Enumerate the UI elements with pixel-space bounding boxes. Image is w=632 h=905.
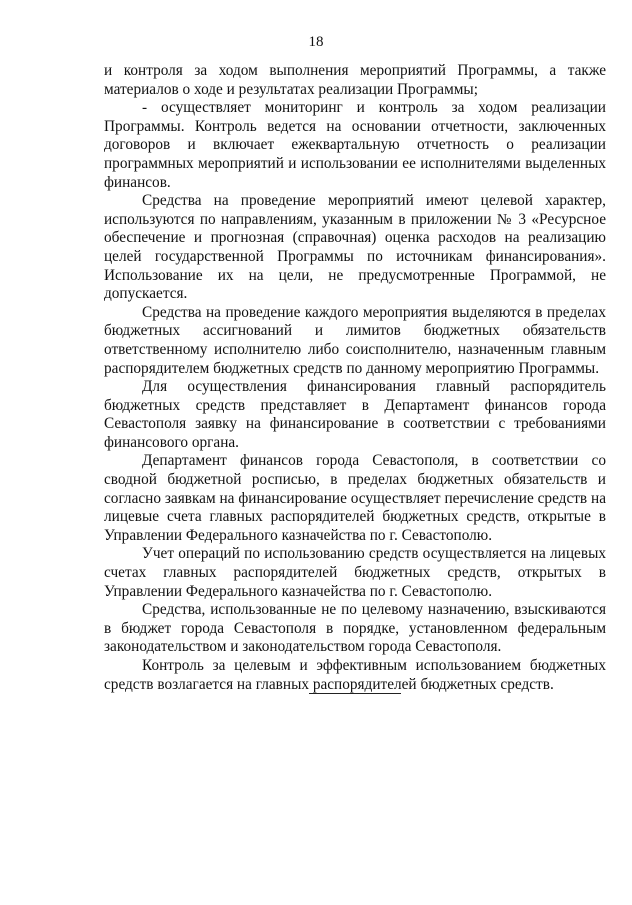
paragraph: Средства на проведение каждого мероприятия выделяются в пределах бюджетных ассигнований и лимитов бюджетных обязательств ответственному исполнителю либо соисполнителю, назначенным главным распорядителем бюджетных средств по данному мероприятию Программы.: [104, 303, 606, 377]
closing-divider: [309, 693, 401, 694]
paragraph: - осуществляет мониторинг и контроль за ходом реализации Программы. Контроль ведется на основании отчетности, заключенных договоров и включает ежеквартальную отчетность о реализации программных мероприятий и использовании ее исполнителями выделенных финансов.: [104, 99, 606, 191]
paragraph: Для осуществления финансирования главный распорядитель бюджетных средств представляет в Департамент финансов города Севастополя заявку на финансирование в соответствии с требованиями финансового органа.: [104, 378, 606, 451]
paragraph: Контроль за целевым и эффективным использованием бюджетных средств возлагается на главных распорядителей бюджетных средств.: [104, 657, 606, 693]
paragraph: Департамент финансов города Севастополя, в соответствии со сводной бюджетной росписью, в пределах бюджетных обязательств и согласно заявкам на финансирование осуществляет перечисление средств на лицевые счета главных распорядителей бюджетных средств, открытые в Управлении Федерального казначейства по г. Севастополю.: [104, 452, 606, 544]
paragraph: Средства, использованные не по целевому назначению, взыскиваются в бюджет города Севастополя в порядке, установленном федеральным законодательством и законодательством города Севастополя.: [104, 601, 606, 656]
paragraph: Учет операций по использованию средств осуществляется на лицевых счетах главных распорядителей бюджетных средств, открытых в Управлении Федерального казначейства по г. Севастополю.: [104, 545, 606, 600]
document-body: [104, 62, 606, 694]
paragraph: Средства на проведение мероприятий имеют целевой характер, используются по направлениям, указанным в приложении № 3 «Ресурсное обеспечение и прогнозная (справочная) оценка расходов на реализацию целей государственной Программы по источникам финансирования». Использование их на цели, не предусмотренные Программой, не допускается.: [104, 192, 606, 303]
page-number: 18: [308, 34, 324, 50]
paragraph: и контроля за ходом выполнения мероприятий Программы, а также материалов о ходе и результатах реализации Программы;: [104, 62, 606, 98]
